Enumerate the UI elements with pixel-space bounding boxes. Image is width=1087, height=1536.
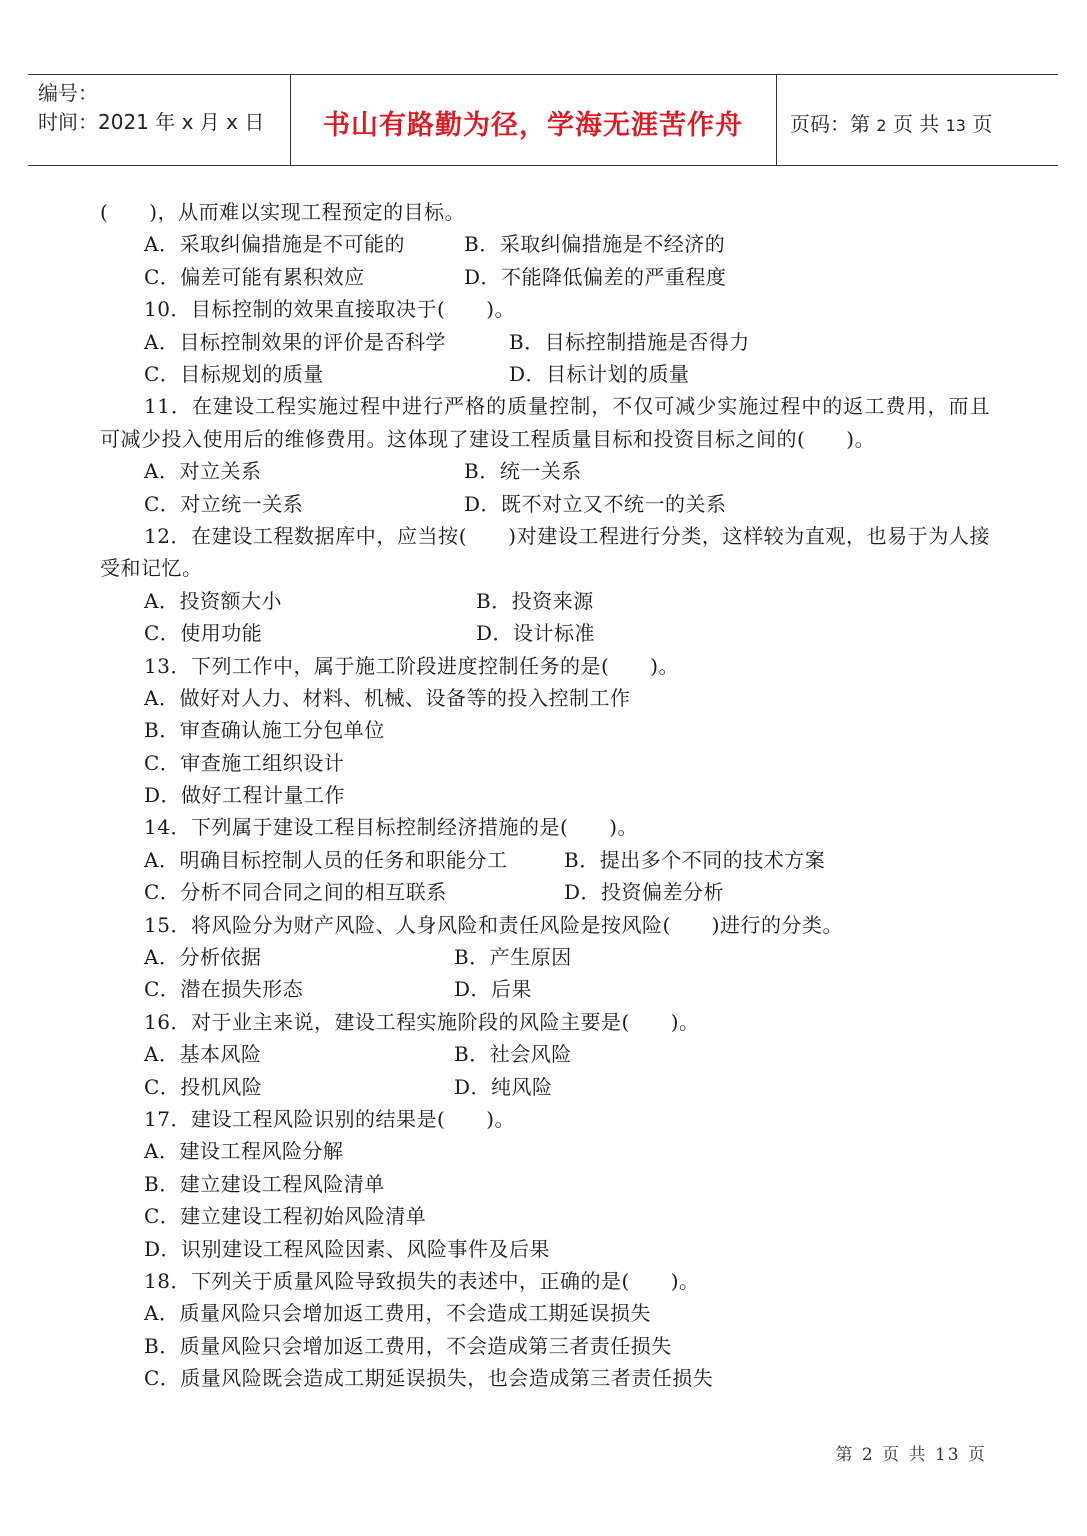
option: A．明确目标控制人员的任务和职能分工 bbox=[144, 847, 508, 872]
question-stem: 17．建设工程风险识别的结果是( )。 bbox=[144, 1107, 516, 1131]
option: A．分析依据 bbox=[144, 945, 262, 970]
question-stem: 10．目标控制的效果直接取决于( )。 bbox=[144, 297, 516, 322]
option: B．审查确认施工分包单位 bbox=[144, 718, 385, 743]
option-row bbox=[100, 973, 990, 1005]
option-row bbox=[100, 488, 990, 520]
option: C．偏差可能有累积效应 bbox=[144, 264, 365, 289]
option: A．质量风险只会增加返工费用，不会造成工期延误损失 bbox=[144, 1301, 651, 1326]
page-current: 2 bbox=[876, 116, 887, 135]
option: A．采取纠偏措施是不可能的 bbox=[144, 232, 405, 257]
option-row bbox=[100, 844, 990, 876]
option: B．投资来源 bbox=[476, 588, 594, 613]
question-stem: 15．将风险分为财产风险、人身风险和责任风险是按风险( )进行的分类。 bbox=[144, 912, 844, 937]
option: D．既不对立又不统一的关系 bbox=[464, 491, 727, 516]
header-divider bbox=[776, 75, 777, 165]
option: D．不能降低偏差的严重程度 bbox=[464, 264, 727, 289]
option: B．提出多个不同的技术方案 bbox=[564, 847, 826, 872]
option: B．质量风险只会增加返工费用，不会造成第三者责任损失 bbox=[144, 1333, 672, 1358]
page-prefix: 页码：第 bbox=[790, 112, 870, 136]
option-row bbox=[100, 261, 990, 293]
option: A．投资额大小 bbox=[144, 588, 282, 613]
option-row bbox=[100, 228, 990, 260]
option: B．目标控制措施是否得力 bbox=[509, 329, 750, 354]
option: C．建立建设工程初始风险清单 bbox=[144, 1204, 427, 1229]
option: C．使用功能 bbox=[144, 621, 263, 646]
question-stem: 18．下列关于质量风险导致损失的表述中，正确的是( )。 bbox=[144, 1268, 700, 1293]
option: C．潜在损失形态 bbox=[144, 977, 304, 1002]
option: D．做好工程计量工作 bbox=[144, 783, 346, 808]
option: C．质量风险既会造成工期延误损失，也会造成第三者责任损失 bbox=[144, 1366, 714, 1391]
question-body bbox=[100, 196, 990, 1395]
option: D．后果 bbox=[454, 977, 533, 1002]
option: B．采取纠偏措施是不经济的 bbox=[464, 232, 726, 257]
header-meta bbox=[38, 79, 264, 137]
option: C．目标规划的质量 bbox=[144, 361, 324, 386]
question-stem: 13．下列工作中，属于施工阶段进度控制任务的是( )。 bbox=[144, 653, 680, 678]
option-row bbox=[100, 1038, 990, 1070]
page-suffix: 页 bbox=[972, 112, 993, 136]
option: C．对立统一关系 bbox=[144, 491, 304, 516]
option: C．审查施工组织设计 bbox=[144, 750, 345, 775]
option: D．投资偏差分析 bbox=[564, 880, 725, 905]
option-row bbox=[100, 455, 990, 487]
option: A．基本风险 bbox=[144, 1042, 262, 1067]
page-header bbox=[28, 74, 1058, 166]
option: B．社会风险 bbox=[454, 1042, 572, 1067]
option: B．建立建设工程风险清单 bbox=[144, 1171, 385, 1196]
option-row bbox=[100, 326, 990, 358]
option-row bbox=[100, 941, 990, 973]
question-stem: 16．对于业主来说，建设工程实施阶段的风险主要是( )。 bbox=[144, 1009, 700, 1034]
page-mid: 页 共 bbox=[892, 112, 940, 136]
document-number-label: 编号： bbox=[38, 81, 98, 105]
option: A．做好对人力、材料、机械、设备等的投入控制工作 bbox=[144, 685, 631, 710]
option: C．分析不同合同之间的相互联系 bbox=[144, 880, 447, 905]
option: D．目标计划的质量 bbox=[509, 361, 690, 386]
question-continuation: ( )，从而难以实现工程预定的目标。 bbox=[100, 200, 466, 224]
option-row bbox=[100, 1071, 990, 1103]
option: D．设计标准 bbox=[476, 621, 596, 646]
header-motto: 书山有路勤为径，学海无涯苦作舟 bbox=[323, 110, 743, 141]
page-total: 13 bbox=[945, 116, 966, 135]
option: A．建设工程风险分解 bbox=[144, 1139, 344, 1164]
document-time: 时间：2021 年 x 月 x 日 bbox=[38, 110, 265, 134]
question-stem: 11．在建设工程实施过程中进行严格的质量控制，不仅可减少实施过程中的返工费用，而且可减少投入使用后的维修费用。这体现了建设工程质量目标和投资目标之间的( )。 bbox=[100, 394, 990, 451]
option: B．产生原因 bbox=[454, 945, 572, 970]
question-stem: 14．下列属于建设工程目标控制经济措施的是( )。 bbox=[144, 815, 639, 840]
option: A．对立关系 bbox=[144, 459, 262, 484]
option-row bbox=[100, 358, 990, 390]
page-footer: 第 2 页 共 13 页 bbox=[835, 1445, 987, 1465]
option: D．纯风险 bbox=[454, 1074, 553, 1099]
option: B．统一关系 bbox=[464, 459, 582, 484]
option: C．投机风险 bbox=[144, 1074, 263, 1099]
option-row bbox=[100, 585, 990, 617]
option-row bbox=[100, 876, 990, 908]
header-page-indicator bbox=[790, 108, 992, 137]
question-stem: 12．在建设工程数据库中，应当按( )对建设工程进行分类，这样较为直观，也易于为人接受和记忆。 bbox=[100, 523, 990, 581]
option-row bbox=[100, 617, 990, 649]
option: D．识别建设工程风险因素、风险事件及后果 bbox=[144, 1236, 551, 1261]
option: A．目标控制效果的评价是否科学 bbox=[144, 329, 446, 354]
